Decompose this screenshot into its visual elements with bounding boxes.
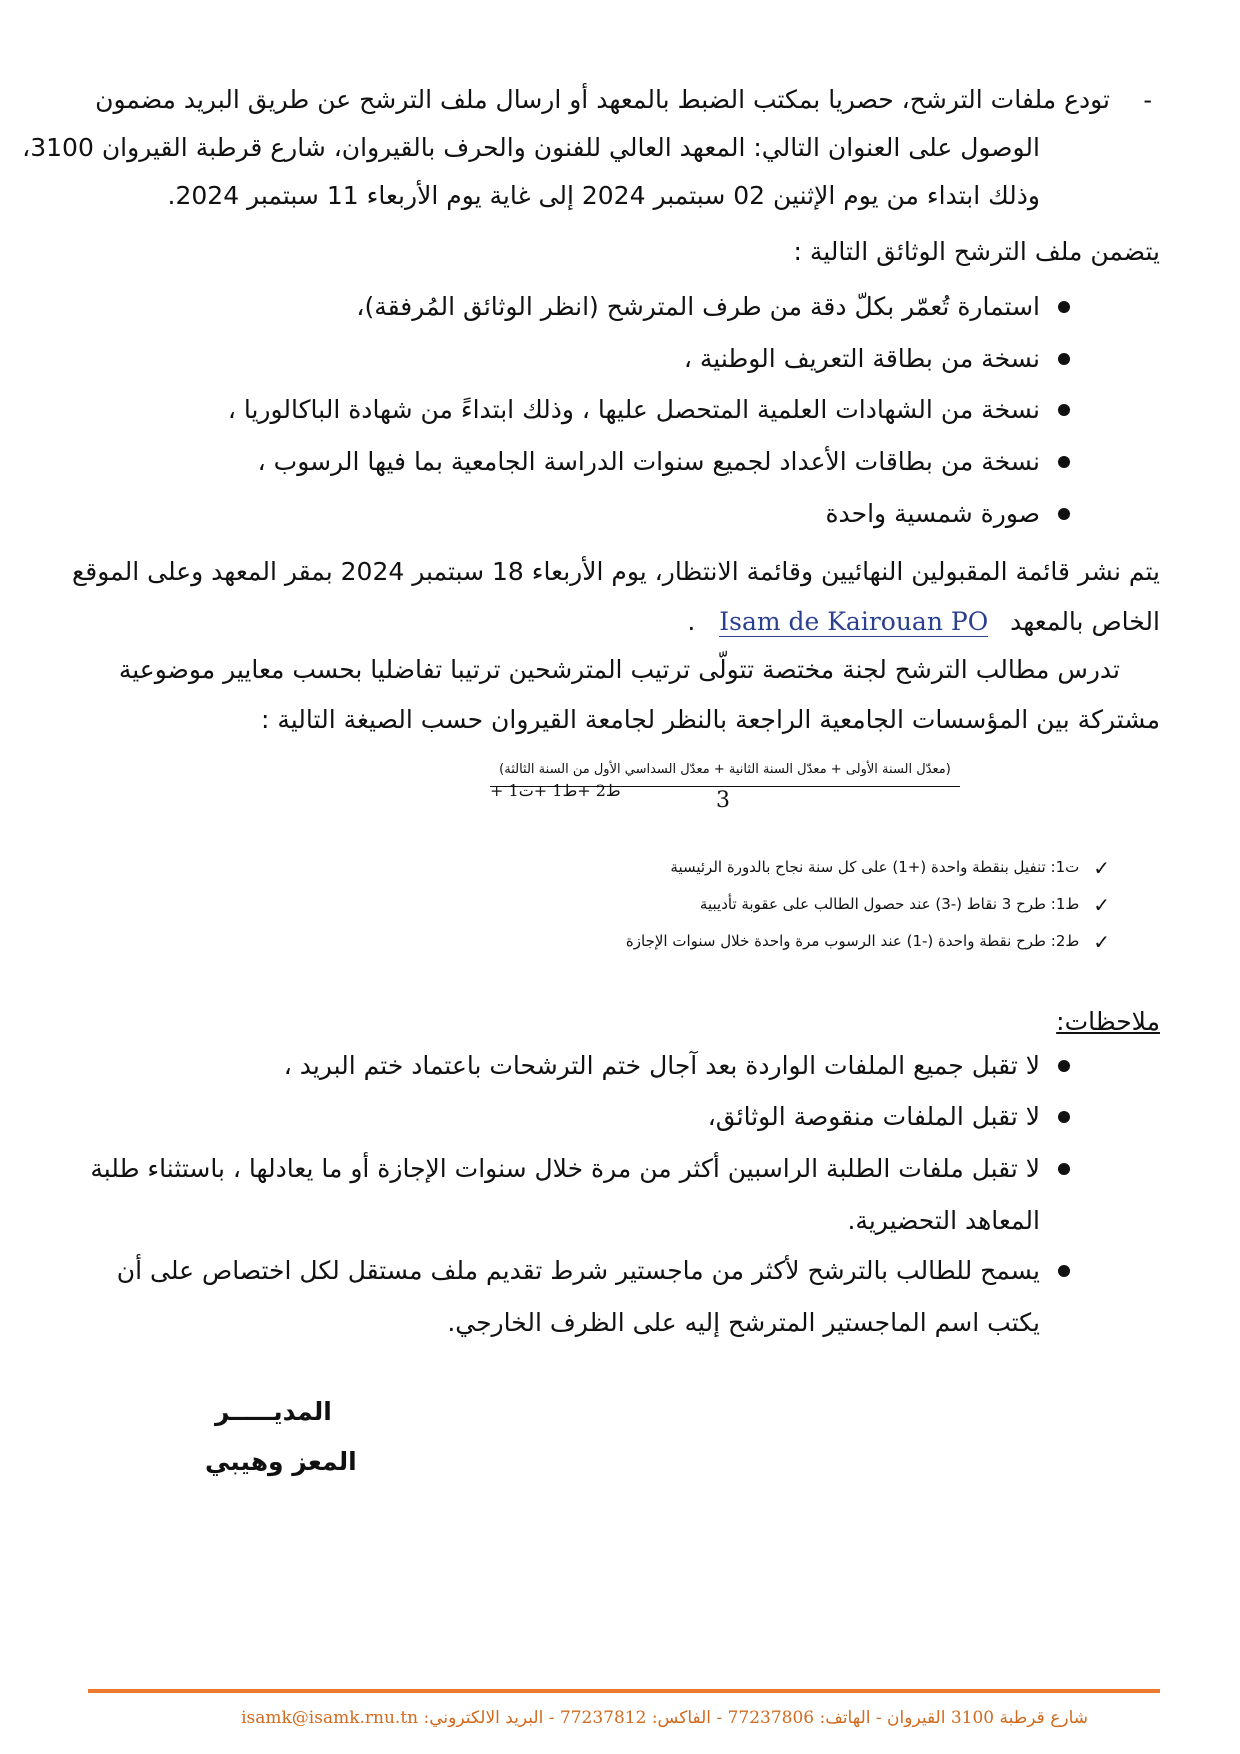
signature-title: المديـــــر — [215, 1397, 332, 1426]
intro-line-3: وذلك ابتداء من يوم الإثنين 02 سبتمبر 2024 إلى غاية يوم الأربعاء 11 سبتمبر 2024. — [167, 181, 1040, 210]
bullet-icon — [1058, 508, 1070, 520]
bullet-icon — [1058, 1163, 1070, 1175]
criterion-3-text: ط2: طرح نقطة واحدة (-1) عند الرسوب مرة واحدة خلال سنوات الإجازة — [625, 932, 1080, 950]
document-item-5: صورة شمسية واحدة — [825, 499, 1040, 528]
footer-contact: شارع قرطبة 3100 القيروان - الهاتف: 77237806 - الفاكس: 77237812 - البريد الالكتروني: isamk@isamk.rnu.tn — [241, 1708, 1088, 1728]
bullet-icon — [1058, 1265, 1070, 1277]
document-item-3: نسخة من الشهادات العلمية المتحصل عليها ، وذلك ابتداءً من شهادة الباكالوريا ، — [227, 395, 1040, 424]
documents-heading: يتضمن ملف الترشح الوثائق التالية : — [793, 237, 1160, 266]
intro-line-1: تودع ملفات الترشح، حصريا بمكتب الضبط بالمعهد أو ارسال ملف الترشح عن طريق البريد مضمون — [95, 85, 1110, 114]
institute-website-link[interactable]: Isam de Kairouan PO — [719, 607, 989, 636]
intro-dash: - — [1143, 86, 1152, 114]
formula-adjustments — [490, 781, 621, 800]
document-item-2: نسخة من بطاقة التعريف الوطنية ، — [683, 344, 1040, 373]
intro-line-2: الوصول على العنوان التالي: المعهد العالي للفنون والحرف بالقيروان، شارع قرطبة القيروان 3100، — [22, 133, 1040, 162]
formula-denominator: 3 — [716, 788, 730, 813]
criterion-1-text: ت1: تنفيل بنقطة واحدة (+1) على كل سنة نجاح بالدورة الرئيسية — [670, 858, 1080, 876]
notes-title: ملاحظات: — [1056, 1007, 1160, 1036]
publication-line-2 — [80, 598, 1160, 646]
committee-line-1: تدرس مطالب الترشح لجنة مختصة تتولّى ترتيب المترشحين ترتيبا تفاضليا بحسب معايير موضوعية — [118, 655, 1120, 684]
publication-suffix: . — [687, 607, 696, 636]
bullet-icon — [1058, 353, 1070, 365]
checkmark-icon: ✓ — [1093, 892, 1110, 917]
formula-adjustments-text: ط2 +ط1 +ت1 + — [490, 781, 621, 800]
publication-line-1: يتم نشر قائمة المقبولين النهائيين وقائمة الانتظار، يوم الأربعاء 18 سبتمبر 2024 بمقر المعهد وعلى الموقع — [71, 557, 1160, 586]
note-item-2: لا تقبل الملفات منقوصة الوثائق، — [707, 1102, 1040, 1131]
note-item-4-line-1: يسمح للطالب بالترشح لأكثر من ماجستير شرط تقديم ملف مستقل لكل اختصاص على أن — [116, 1256, 1040, 1285]
note-item-3-line-2: المعاهد التحضيرية. — [847, 1206, 1040, 1235]
formula-numerator: (معدّل السنة الأولى + معدّل السنة الثانية + معدّل السداسي الأول من السنة الثالثة) — [499, 762, 951, 777]
criterion-1 — [410, 852, 1110, 883]
publication-prefix: الخاص بالمعهد — [1010, 607, 1160, 636]
bullet-icon — [1058, 1111, 1070, 1123]
committee-line-2: مشتركة بين المؤسسات الجامعية الراجعة بالنظر لجامعة القيروان حسب الصيغة التالية : — [260, 705, 1160, 734]
note-item-1: لا تقبل جميع الملفات الواردة بعد آجال ختم الترشحات باعتماد ختم البريد ، — [283, 1051, 1040, 1080]
criterion-3 — [410, 926, 1110, 957]
signature-name: المعز وهيبي — [205, 1447, 357, 1476]
criterion-2 — [410, 889, 1110, 920]
document-item-1: استمارة تُعمّر بكلّ دقة من طرف المترشح (انظر الوثائق المُرفقة)، — [356, 292, 1040, 321]
bullet-icon — [1058, 404, 1070, 416]
bullet-icon — [1058, 301, 1070, 313]
bullet-icon — [1058, 456, 1070, 468]
criterion-2-text: ط1: طرح 3 نقاط (-3) عند حصول الطالب على عقوبة تأديبية — [699, 895, 1080, 913]
note-item-3-line-1: لا تقبل ملفات الطلبة الراسبين أكثر من مرة خلال سنوات الإجازة أو ما يعادلها ، باستثناء طلبة — [90, 1154, 1040, 1183]
checkmark-icon: ✓ — [1093, 855, 1110, 880]
footer-divider — [88, 1689, 1160, 1693]
checkmark-icon: ✓ — [1093, 929, 1110, 954]
note-item-4-line-2: يكتب اسم الماجستير المترشح إليه على الظرف الخارجي. — [447, 1308, 1040, 1337]
bullet-icon — [1058, 1060, 1070, 1072]
document-item-4: نسخة من بطاقات الأعداد لجميع سنوات الدراسة الجامعية بما فيها الرسوب ، — [257, 447, 1040, 476]
